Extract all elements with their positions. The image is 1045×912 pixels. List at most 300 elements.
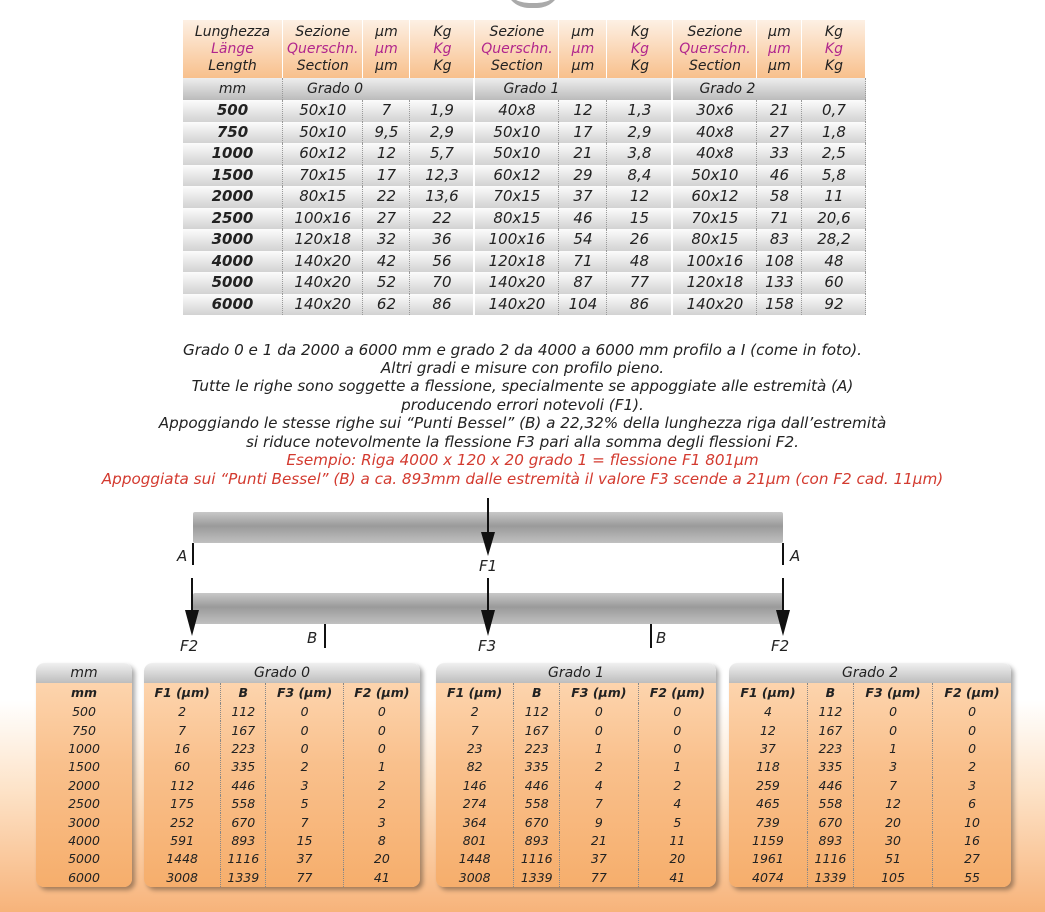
label-a-right: A [790,547,801,565]
value-cell: 0 [560,721,639,739]
length-cell: 4000 [68,832,100,848]
value-cell: 4 [729,703,807,721]
h-um1-de: µm [571,40,595,57]
value-cell: 7 [266,813,343,831]
h-kg1-en: Kg [630,57,649,74]
value-cell: 167 [807,721,853,739]
value-cell: 0 [377,704,386,720]
grade-1-label: Grado 1 [475,78,673,100]
column-header: B [514,683,560,703]
value-cell: 50x10 [475,143,559,165]
note-example: Esempio: Riga 4000 x 120 x 20 grado 1 = flessione F1 801µm [286,451,759,469]
value-cell: 4074 [729,869,807,887]
length-cell: 6000 [68,869,100,885]
note-line-1: Grado 0 e 1 da 2000 a 6000 mm e grado 2 da 4000 a 6000 mm profilo a I (come in foto). [182,341,863,359]
length-cell: 6000 [183,294,283,316]
value-cell: 0 [673,740,682,756]
note-line-6: si riduce notevolmente la flessione F3 pari alla somma degli flessioni F2. [245,433,800,451]
value-cell: 1448 [436,850,514,868]
h-um2-en: µm [768,57,791,74]
value-cell: 146 [436,777,514,795]
table-row [729,813,1011,831]
column-header: F3 (µm) [266,683,343,703]
grade-header-row [183,78,866,100]
value-cell: 15 [266,832,343,850]
h-kg2-it: Kg [824,23,843,40]
label-a-left: A [177,547,188,565]
table-row [144,740,420,758]
value-cell: 140x20 [475,294,559,316]
h-um1-en: µm [571,57,595,74]
dimensions-row [183,272,866,294]
value-cell: 10 [964,814,980,830]
value-cell: 77 [607,272,673,294]
deflection-table-grade-0 [144,663,420,887]
table-row [144,850,420,868]
value-cell: 100x16 [283,208,363,230]
value-cell: 52 [363,272,410,294]
header-length-it: Lunghezza [194,23,271,40]
dimensions-row [183,122,866,144]
value-cell: 46 [559,208,607,230]
value-cell: 2 [144,703,221,721]
value-cell: 12 [559,100,607,122]
bessel-support-right [650,624,652,648]
value-cell: 175 [144,795,221,813]
dimensions-row [183,208,866,230]
value-cell: 37 [560,850,639,868]
value-cell: 7 [560,795,639,813]
value-cell: 259 [729,777,807,795]
value-cell: 893 [221,832,266,850]
table-row [144,703,420,721]
value-cell: 28,2 [802,229,866,251]
h-sec0-it: Sezione [295,23,351,40]
length-cell: 3000 [68,814,100,830]
value-cell: 21 [757,100,802,122]
table-row [436,795,716,813]
value-cell: 11 [669,832,686,848]
length-caption: mm [36,663,132,683]
value-cell: 558 [807,795,853,813]
h-um0-de: µm [375,40,398,57]
value-cell: 274 [436,795,514,813]
value-cell: 446 [221,777,266,795]
value-cell: 1961 [729,850,807,868]
value-cell: 140x20 [283,251,363,273]
value-cell: 70x15 [475,186,559,208]
h-sec0-en: Section [296,57,349,74]
value-cell: 22 [410,208,475,230]
column-header: F2 (µm) [354,685,410,700]
value-cell: 15 [607,208,673,230]
value-cell: 70x15 [283,165,363,187]
length-cell: 2500 [183,208,283,230]
h-kg0-it: Kg [433,23,452,40]
value-cell: 36 [410,229,475,251]
value-cell: 670 [514,813,560,831]
value-cell: 0 [673,722,682,738]
label-f2-left: F2 [180,637,199,655]
dimensions-row [183,143,866,165]
value-cell: 33 [757,143,802,165]
support-line-left [192,543,194,565]
value-cell: 4 [673,796,682,812]
value-cell: 364 [436,813,514,831]
value-cell: 1448 [144,850,221,868]
dimensions-row [183,229,866,251]
table-row [729,832,1011,850]
value-cell: 893 [807,832,853,850]
value-cell: 2 [266,758,343,776]
f1-arrow-icon [481,498,495,556]
value-cell: 1116 [514,850,560,868]
grade-2-label: Grado 2 [673,78,866,100]
table-row [436,832,716,850]
value-cell: 7 [854,777,933,795]
value-cell: 50x10 [475,122,559,144]
table-row [729,869,1011,887]
table-row [729,721,1011,739]
value-cell: 50x10 [673,165,757,187]
value-cell: 55 [964,869,980,885]
value-cell: 71 [559,251,607,273]
value-cell: 16 [144,740,221,758]
value-cell: 0 [377,740,386,756]
value-cell: 42 [363,251,410,273]
value-cell: 3 [266,777,343,795]
value-cell: 9 [560,813,639,831]
h-kg0-de: Kg [433,40,452,57]
value-cell: 60 [144,758,221,776]
value-cell: 11 [802,186,866,208]
value-cell: 48 [607,251,673,273]
value-cell: 12 [854,795,933,813]
value-cell: 60x12 [673,186,757,208]
h-sec2-it: Sezione [687,23,743,40]
column-header: F1 (µm) [729,683,807,703]
value-cell: 893 [514,832,560,850]
value-cell: 20 [854,813,933,831]
value-cell: 0 [266,703,343,721]
value-cell: 17 [363,165,410,187]
value-cell: 1116 [807,850,853,868]
value-cell: 60 [802,272,866,294]
value-cell: 335 [514,758,560,776]
h-sec1-it: Sezione [489,23,545,40]
table-row [144,869,420,887]
label-b-right: B [656,629,667,647]
value-cell: 86 [410,294,475,316]
deflection-table-grade-2 [729,663,1011,887]
value-cell: 7 [363,100,410,122]
header-length-de: Länge [211,40,254,57]
value-cell: 223 [807,740,853,758]
value-cell: 27 [757,122,802,144]
table-row [436,850,716,868]
value-cell: 5 [673,814,682,830]
value-cell: 465 [729,795,807,813]
table-row [144,813,420,831]
value-cell: 3 [377,814,386,830]
value-cell: 670 [221,813,266,831]
length-cell: 2500 [68,796,100,812]
value-cell: 29 [559,165,607,187]
value-cell: 87 [559,272,607,294]
value-cell: 2,5 [802,143,866,165]
value-cell: 50x10 [283,122,363,144]
h-um2-de: µm [768,40,791,57]
f2-left-arrow-icon [185,578,199,636]
value-cell: 27 [964,851,980,867]
value-cell: 30 [854,832,933,850]
h-um1-it: µm [571,23,595,40]
length-cell: 750 [183,122,283,144]
value-cell: 7 [144,721,221,739]
support-line-right [782,543,784,565]
length-cell: 750 [72,722,96,738]
value-cell: 223 [514,740,560,758]
grade-0-label: Grado 0 [283,78,475,100]
value-cell: 40x8 [475,100,559,122]
value-cell: 100x16 [673,251,757,273]
value-cell: 48 [802,251,866,273]
table-row [436,869,716,887]
table-row [729,703,1011,721]
column-header: F2 (µm) [649,685,705,700]
table-row [436,721,716,739]
value-cell: 13,6 [410,186,475,208]
value-cell: 26 [607,229,673,251]
value-cell: 0 [673,704,682,720]
value-cell: 4 [560,777,639,795]
value-cell: 41 [669,869,686,885]
value-cell: 801 [436,832,514,850]
value-cell: 22 [363,186,410,208]
value-cell: 0 [968,722,977,738]
h-kg2-de: Kg [824,40,843,57]
table-row [144,795,420,813]
length-cell: 5000 [183,272,283,294]
value-cell: 2 [968,759,977,775]
value-cell: 8 [377,832,386,848]
h-um0-it: µm [375,23,398,40]
value-cell: 50x10 [283,100,363,122]
value-cell: 140x20 [475,272,559,294]
value-cell: 27 [363,208,410,230]
value-cell: 112 [807,703,853,721]
length-cell: 1500 [68,759,100,775]
value-cell: 70x15 [673,208,757,230]
value-cell: 1159 [729,832,807,850]
value-cell: 1,8 [802,122,866,144]
length-cell: 1000 [183,143,283,165]
value-cell: 20,6 [802,208,866,230]
value-cell: 0 [854,703,933,721]
value-cell: 120x18 [283,229,363,251]
f3-arrow-icon [481,578,495,636]
value-cell: 7 [436,721,514,739]
value-cell: 112 [221,703,266,721]
value-cell: 1339 [807,869,853,887]
table-row [144,721,420,739]
value-cell: 21 [560,832,639,850]
table-row [729,795,1011,813]
column-header: F1 (µm) [436,683,514,703]
value-cell: 0,7 [802,100,866,122]
deflection-length-column [36,663,132,887]
value-cell: 3008 [436,869,514,887]
note-line-2: Altri gradi e misure con profilo pieno. [380,359,665,377]
value-cell: 37 [266,850,343,868]
value-cell: 558 [221,795,266,813]
value-cell: 17 [559,122,607,144]
value-cell: 60x12 [475,165,559,187]
value-cell: 1339 [221,869,266,887]
dimensions-row [183,251,866,273]
table-row [144,832,420,850]
length-cell: 1500 [183,165,283,187]
unit-label: mm [183,78,283,100]
table-row [729,740,1011,758]
value-cell: 1 [377,759,386,775]
value-cell: 12,3 [410,165,475,187]
table-row [729,850,1011,868]
length-cell: 1000 [68,740,100,756]
h-sec2-en: Section [688,57,741,74]
table-row [436,740,716,758]
length-cell: 3000 [183,229,283,251]
f2-right-arrow-icon [776,578,790,636]
value-cell: 3 [854,758,933,776]
h-sec1-de: Querschn. [481,40,553,57]
value-cell: 739 [729,813,807,831]
value-cell: 0 [266,721,343,739]
value-cell: 2 [560,758,639,776]
dimensions-table-header [183,20,866,78]
value-cell: 51 [854,850,933,868]
value-cell: 104 [559,294,607,316]
value-cell: 112 [144,777,221,795]
value-cell: 82 [436,758,514,776]
value-cell: 21 [559,143,607,165]
logo-fragment [505,0,561,8]
value-cell: 5 [266,795,343,813]
value-cell: 40x8 [673,122,757,144]
value-cell: 8,4 [607,165,673,187]
value-cell: 167 [514,721,560,739]
value-cell: 32 [363,229,410,251]
value-cell: 2 [436,703,514,721]
value-cell: 20 [373,851,390,867]
value-cell: 118 [729,758,807,776]
value-cell: 2 [377,777,386,793]
value-cell: 2,9 [607,122,673,144]
value-cell: 0 [560,703,639,721]
value-cell: 30x6 [673,100,757,122]
value-cell: 2 [377,796,386,812]
h-sec1-en: Section [490,57,543,74]
value-cell: 12 [363,143,410,165]
value-cell: 223 [221,740,266,758]
value-cell: 9,5 [363,122,410,144]
column-header: F1 (µm) [144,683,221,703]
length-cell: 500 [72,704,96,720]
label-f3: F3 [478,637,497,655]
value-cell: 558 [514,795,560,813]
value-cell: 5,7 [410,143,475,165]
value-cell: 1,3 [607,100,673,122]
value-cell: 335 [221,758,266,776]
value-cell: 252 [144,813,221,831]
grade-2-caption: Grado 2 [729,663,1011,683]
column-header: F3 (µm) [560,683,639,703]
label-b-left: B [307,629,318,647]
value-cell: 70 [410,272,475,294]
value-cell: 446 [807,777,853,795]
value-cell: 40x8 [673,143,757,165]
value-cell: 0 [968,740,977,756]
column-header: F3 (µm) [854,683,933,703]
label-f1: F1 [479,557,498,575]
h-sec2-de: Querschn. [679,40,751,57]
length-subheader: mm [70,685,98,700]
h-kg0-en: Kg [433,57,452,74]
table-row [436,777,716,795]
value-cell: 80x15 [283,186,363,208]
table-row [729,758,1011,776]
value-cell: 46 [757,165,802,187]
column-header: B [807,683,853,703]
grade-1-caption: Grado 1 [436,663,716,683]
value-cell: 2,9 [410,122,475,144]
length-cell: 500 [183,100,283,122]
value-cell: 1 [673,759,682,775]
value-cell: 120x18 [673,272,757,294]
table-row [436,758,716,776]
value-cell: 80x15 [673,229,757,251]
value-cell: 37 [729,740,807,758]
h-kg1-de: Kg [630,40,649,57]
value-cell: 0 [968,704,977,720]
value-cell: 0 [266,740,343,758]
value-cell: 41 [373,869,390,885]
value-cell: 54 [559,229,607,251]
value-cell: 37 [559,186,607,208]
table-row [436,703,716,721]
value-cell: 56 [410,251,475,273]
value-cell: 5,8 [802,165,866,187]
value-cell: 71 [757,208,802,230]
value-cell: 100x16 [475,229,559,251]
value-cell: 140x20 [673,294,757,316]
h-um0-en: µm [375,57,398,74]
value-cell: 3 [968,777,977,793]
note-line-4: producendo errori notevoli (F1). [401,396,644,414]
header-length-en: Length [208,57,257,74]
bessel-support-left [324,624,326,648]
h-um2-it: µm [768,23,791,40]
value-cell: 1 [560,740,639,758]
value-cell: 80x15 [475,208,559,230]
note-line-5: Appoggiando le stesse righe sui “Punti Bessel” (B) a 22,32% della lunghezza riga dall’estremità [158,414,887,432]
table-row [436,813,716,831]
value-cell: 1,9 [410,100,475,122]
value-cell: 77 [560,869,639,887]
value-cell: 12 [607,186,673,208]
value-cell: 86 [607,294,673,316]
value-cell: 62 [363,294,410,316]
